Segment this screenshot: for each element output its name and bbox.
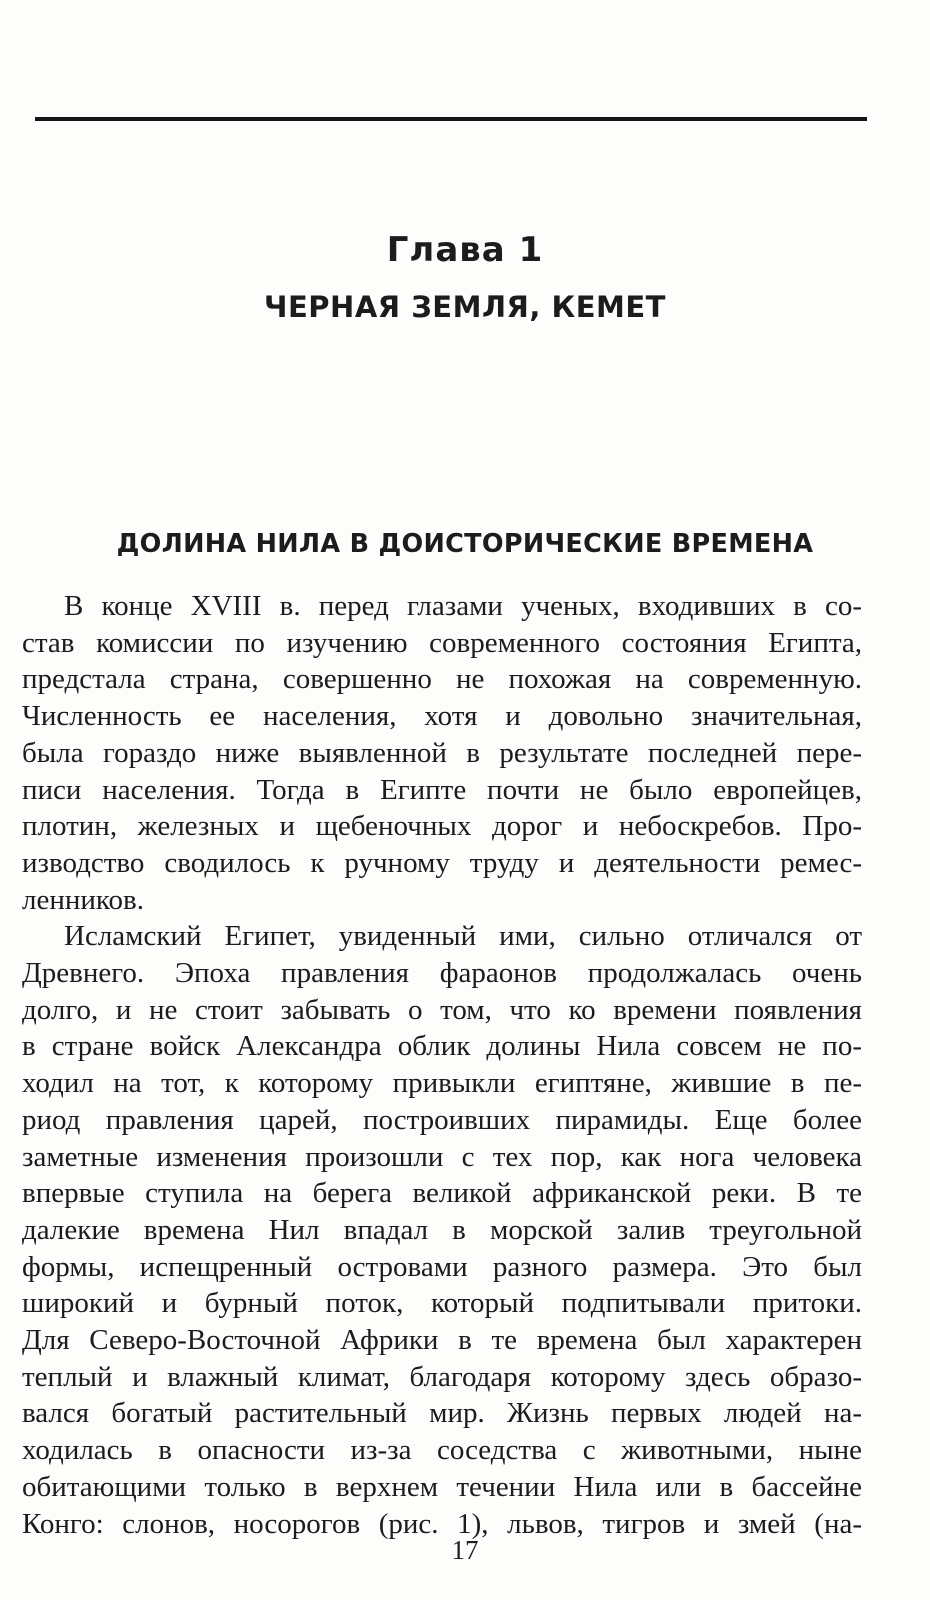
body-text xyxy=(22,588,862,1542)
text-line: впервые ступила на берега великой африканской реки. В те xyxy=(22,1177,862,1210)
chapter-heading xyxy=(0,228,930,327)
text-line: Конго: слонов, носорогов (рис. 1), львов, тигров и змей (на- xyxy=(22,1507,862,1540)
text-line: плотин, железных и щебеночных дорог и небоскребов. Про- xyxy=(22,810,862,843)
text-line: в стране войск Александра облик долины Нила совсем не по- xyxy=(22,1030,862,1063)
text-line: обитающими только в верхнем течении Нила или в бассейне xyxy=(22,1470,862,1503)
text-line: став комиссии по изучению современного состояния Египта, xyxy=(22,626,862,659)
chapter-number: Глава 1 xyxy=(386,230,544,270)
text-line: риод правления царей, построивших пирамиды. Еще более xyxy=(22,1103,862,1136)
paragraph-2 xyxy=(22,918,862,1542)
text-line: писи населения. Тогда в Египте почти не было европейцев, xyxy=(22,773,862,806)
text-line: В конце XVIII в. перед глазами ученых, входивших в со- xyxy=(64,590,862,622)
text-line: предстала страна, совершенно не похожая на современную. xyxy=(22,663,862,696)
top-rule xyxy=(35,117,867,121)
text-line: ленников. xyxy=(22,883,144,916)
text-line: Для Северо-Восточной Африки в те времена был характерен xyxy=(22,1324,862,1357)
text-line: далекие времена Нил впадал в морской залив треугольной xyxy=(22,1213,862,1246)
section-title: ДОЛИНА НИЛА В ДОИСТОРИЧЕСКИЕ ВРЕМЕНА xyxy=(116,529,814,559)
text-line: Исламский Египет, увиденный ими, сильно отличался от xyxy=(64,920,862,953)
text-line: теплый и влажный климат, благодаря которому здесь образо- xyxy=(22,1360,862,1393)
text-line: Древнего. Эпоха правления фараонов продолжалась очень xyxy=(22,957,862,990)
page-number: 17 xyxy=(451,1535,479,1565)
text-line: формы, испещренный островами разного размера. Это был xyxy=(22,1250,862,1283)
chapter-title: ЧЕРНАЯ ЗЕМЛЯ, КЕМЕТ xyxy=(264,290,666,324)
text-line: была гораздо ниже выявленной в результате последней пере- xyxy=(22,736,862,769)
text-line: ходил на тот, к которому привыкли египтяне, жившие в пе- xyxy=(22,1067,862,1100)
text-line: широкий и бурный поток, который подпитывали притоки. xyxy=(22,1287,862,1320)
text-line: ходилась в опасности из-за соседства с животными, ныне xyxy=(22,1434,862,1467)
text-line: вался богатый растительный мир. Жизнь первых людей на- xyxy=(22,1397,862,1430)
text-line: заметные изменения произошли с тех пор, как нога человека xyxy=(22,1140,862,1173)
text-line: Численность ее населения, хотя и довольно значительная, xyxy=(22,700,862,733)
paragraph-1 xyxy=(22,588,862,918)
text-line: изводство сводилось к ручному труду и деятельности ремес- xyxy=(22,846,862,879)
text-line: долго, и не стоит забывать о том, что ко времени появления xyxy=(22,993,862,1026)
